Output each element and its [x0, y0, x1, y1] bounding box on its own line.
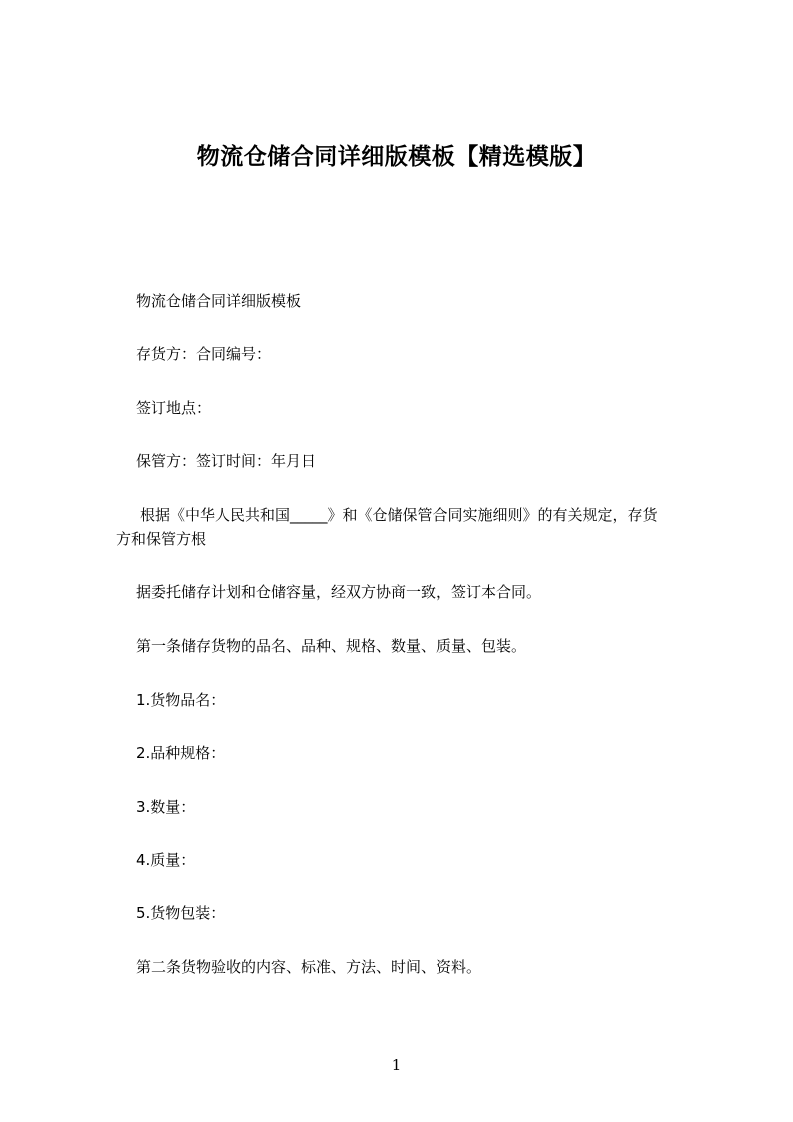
list-item-goods-name: 1.货物品名：: [136, 691, 226, 709]
paragraph-subtitle: 物流仓储合同详细版模板: [136, 292, 302, 310]
list-item-packaging: 5.货物包装：: [136, 904, 226, 922]
list-item-quality: 4.质量：: [136, 851, 196, 869]
paragraph-legal-basis: [116, 503, 716, 551]
paragraph-custodian: 保管方：签订时间：年月日: [136, 452, 317, 470]
document-title: 物流仓储合同详细版模板【精选模版】: [196, 144, 597, 170]
paragraph-agreement: 据委托储存计划和仓储容量，经双方协商一致，签订本合同。: [136, 583, 542, 601]
paragraph-legal-basis-line1: 根据《中华人民共和国_____》和《仓储保管合同实施细则》的有关规定，存货: [140, 506, 658, 524]
paragraph-signing-place: 签订地点：: [136, 399, 212, 417]
page-number: 1: [391, 1056, 402, 1074]
paragraph-article-1: 第一条储存货物的品名、品种、规格、数量、质量、包装。: [136, 637, 527, 655]
paragraph-article-2: 第二条货物验收的内容、标准、方法、时间、资料。: [136, 958, 482, 976]
paragraph-depositor: 存货方：合同编号：: [136, 345, 272, 363]
list-item-quantity: 3.数量：: [136, 798, 196, 816]
paragraph-legal-basis-line2: 方和保管方根: [116, 530, 207, 548]
list-item-specification: 2.品种规格：: [136, 744, 226, 762]
